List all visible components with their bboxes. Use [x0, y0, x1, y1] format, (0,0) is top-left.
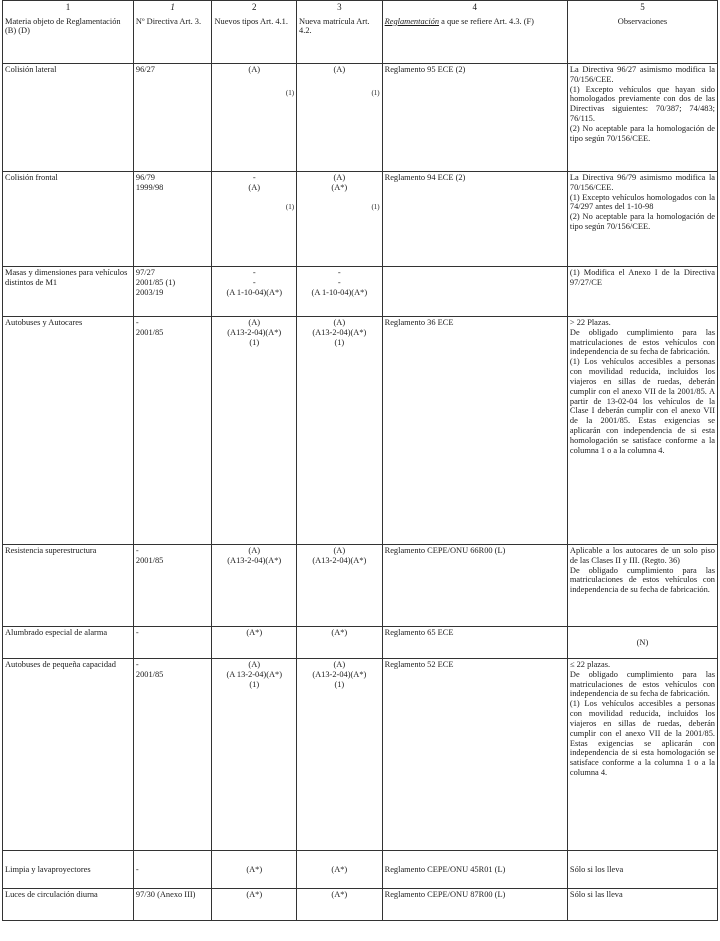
directiva-value: 2003/19	[135, 287, 164, 297]
directiva-cell	[133, 889, 212, 921]
observaciones-cell	[567, 889, 717, 921]
obs-line: De obligado cumplimiento para las matriculaciones de estos vehículos con independencia de su fecha de fabricación.	[569, 565, 715, 595]
materia-cell: Luces de circulación diurna	[3, 889, 134, 921]
obs-line: De obligado cumplimiento para las matriculaciones de estos vehículos con independencia de su fecha de fabricación.	[569, 669, 715, 699]
matricula-value: (A*)	[331, 864, 348, 874]
nuevos-value: (A)	[248, 65, 261, 74]
matricula-value: (A)	[333, 546, 346, 555]
obs-line: (1) Los vehículos accesibles a personas con movilidad reducida, incluidos los viajeros en sillas de ruedas, deberán cumplir con el anexo VII de la 2001/85. A partir de 13-02-04 los vehículos de la Clase I deberán cumplir con el anexo VII de la 2001/85. Estas exigencias se aplicarán con independencia de si esta homologación se satisface conforme a la columna 1 o a la columna 4.	[569, 357, 715, 455]
nuevos-cell	[212, 545, 297, 627]
nuevos-value: (A)	[248, 660, 261, 669]
directiva-cell	[133, 317, 212, 545]
col-number: 4	[472, 2, 478, 12]
matricula-cell	[297, 317, 383, 545]
header-col-matricula	[297, 1, 383, 64]
matricula-value: (A13-2-04)(A*)	[312, 555, 367, 565]
nuevos-value: (A13-2-04)(A*)	[227, 327, 282, 337]
matricula-value: (A)	[333, 173, 346, 182]
nuevos-cell	[212, 64, 297, 172]
table-row	[3, 545, 718, 627]
footnote-ref: (1)	[249, 337, 260, 347]
nuevos-cell	[212, 317, 297, 545]
footnote-ref: (1)	[371, 88, 380, 97]
nuevos-value: (A*)	[246, 890, 263, 899]
reglamento-cell: Reglamento CEPE/ONU 45R01 (L)	[382, 851, 567, 889]
footnote-ref: (1)	[285, 202, 295, 211]
directiva-value: -	[135, 628, 139, 637]
table-row	[3, 172, 718, 267]
table-row	[3, 889, 718, 921]
header-col-materia	[3, 1, 134, 64]
observaciones-cell	[567, 545, 717, 627]
matricula-value: -	[337, 277, 341, 287]
header-col-reglamentacion	[382, 1, 567, 64]
reglamento-cell: Reglamento 65 ECE	[382, 627, 567, 659]
nuevos-value: (A13-2-04)(A*)	[227, 555, 282, 565]
materia-cell: Alumbrado especial de alarma	[3, 627, 134, 659]
matricula-value: (A13-2-04)(A*)	[312, 327, 367, 337]
directiva-value: 2001/85	[135, 327, 164, 337]
matricula-cell	[297, 267, 383, 317]
obs-line: (1) Los vehículos accesibles a personas con movilidad reducida, incluidos los viajeros en sillas de ruedas, deberán cumplir con el anexo VII de la 2001/85. Estas exigencias se aplicarán con independencia de si esta homologación se satisface conforme a la columna 1 o a la columna 4.	[569, 699, 715, 778]
nuevos-value: -	[252, 173, 256, 182]
header-label: Nuevos tipos Art. 4.1.	[214, 16, 288, 26]
nuevos-value: (A)	[248, 546, 261, 555]
nuevos-cell	[212, 659, 297, 851]
matricula-value: (A 1-10-04)(A*)	[311, 287, 368, 297]
directiva-value: -	[135, 660, 139, 669]
obs-line: > 22 Plazas.	[569, 318, 611, 327]
materia-cell: Limpia y lavaproyectores	[3, 851, 134, 889]
matricula-value: (A)	[333, 318, 346, 327]
directiva-cell	[133, 851, 212, 889]
directiva-cell	[133, 64, 212, 172]
observaciones-cell	[567, 172, 717, 267]
obs-line: De obligado cumplimiento para las matriculaciones de estos vehículos con independencia de su fecha de fabricación.	[569, 327, 715, 357]
header-label: Nueva matrícula Art. 4.2.	[299, 16, 370, 36]
reglamento-cell: Reglamento 52 ECE	[382, 659, 567, 851]
directiva-value: 96/27	[135, 65, 155, 74]
observaciones-cell	[567, 659, 717, 851]
obs-line: La Directiva 96/79 asimismo modifica la 70/156/CEE.	[569, 173, 715, 192]
obs-line: (2) No aceptable para la homologación de tipo según 70/156/CEE.	[569, 123, 715, 143]
directiva-value: -	[135, 864, 139, 874]
matricula-value: (A*)	[331, 628, 348, 637]
col-number: 1	[65, 2, 71, 12]
nuevos-value: (A 1-10-04)(A*)	[226, 287, 283, 297]
directiva-cell	[133, 659, 212, 851]
directiva-cell	[133, 172, 212, 267]
reglamento-cell: Reglamento CEPE/ONU 87R00 (L)	[382, 889, 567, 921]
observaciones-cell	[567, 64, 717, 172]
obs-line: (1) Excepto vehículos homologados con la 74/297 antes del 1-10-98	[569, 192, 715, 212]
header-col-directiva	[133, 1, 212, 64]
directiva-value: -	[135, 318, 139, 327]
col-number: 5	[640, 2, 645, 12]
nuevos-value: (A)	[248, 182, 261, 192]
header-label: Observaciones	[617, 16, 668, 26]
obs-line: Sólo si las lleva	[569, 890, 623, 899]
observaciones-cell	[567, 851, 717, 889]
nuevos-value: -	[252, 277, 256, 287]
matricula-cell	[297, 889, 383, 921]
directiva-value: 2001/85	[135, 555, 164, 565]
nuevos-value: (A 13-2-04)(A*)	[226, 669, 283, 679]
directiva-value: 2001/85	[135, 669, 164, 679]
matricula-value: (A13-2-04)(A*)	[312, 669, 367, 679]
nuevos-cell	[212, 889, 297, 921]
table-row	[3, 659, 718, 851]
nuevos-cell	[212, 627, 297, 659]
reglamento-cell: Reglamento 36 ECE	[382, 317, 567, 545]
matricula-value: (A*)	[331, 890, 348, 899]
directiva-value: 97/27	[135, 268, 155, 277]
directiva-cell	[133, 267, 212, 317]
nuevos-value: (A*)	[246, 864, 263, 874]
matricula-cell	[297, 64, 383, 172]
header-label: Nº Directiva Art. 3.	[135, 16, 202, 26]
obs-line: La Directiva 96/27 asimismo modifica la 70/156/CEE.	[569, 65, 715, 84]
nuevos-value: -	[252, 268, 256, 277]
matricula-cell	[297, 172, 383, 267]
header-label: a que se refiere Art. 4.3. (F)	[439, 16, 534, 26]
matricula-value: -	[337, 268, 341, 277]
matricula-cell	[297, 851, 383, 889]
directiva-value: 2001/85 (1)	[135, 277, 176, 287]
reglamento-cell	[382, 267, 567, 317]
reglamento-cell: Reglamento 95 ECE (2)	[382, 64, 567, 172]
directiva-value: 97/30 (Anexo III)	[135, 890, 196, 899]
header-col-nuevos	[212, 1, 297, 64]
directiva-cell	[133, 545, 212, 627]
observaciones-cell	[567, 267, 717, 317]
footnote-ref: (1)	[371, 202, 380, 211]
reglamento-cell: Reglamento 94 ECE (2)	[382, 172, 567, 267]
obs-line: (1) Modifica el Anexo I de la Directiva 97/27/CE	[569, 268, 715, 287]
table-row	[3, 317, 718, 545]
table-row	[3, 64, 718, 172]
table-header-row	[3, 1, 718, 64]
directiva-value: 96/79	[135, 173, 155, 182]
col-number: 3	[337, 2, 342, 12]
materia-cell: Masas y dimensiones para vehículos distintos de M1	[3, 267, 134, 317]
table-row	[3, 851, 718, 889]
footnote-ref: (1)	[249, 679, 260, 689]
footnote-ref: (1)	[285, 88, 295, 97]
nuevos-value: (A*)	[246, 628, 263, 637]
obs-line: (2) No aceptable para la homologación de tipo según 70/156/CEE.	[569, 212, 715, 232]
obs-line: (1) Excepto vehículos que hayan sido homologados previamente con dos de las Directivas siguientes: 70/387; 74/483; 76/115.	[569, 84, 715, 124]
nuevos-cell	[212, 172, 297, 267]
footnote-ref: (1)	[334, 679, 345, 689]
nuevos-cell	[212, 267, 297, 317]
reglamento-cell: Reglamento CEPE/ONU 66R00 (L)	[382, 545, 567, 627]
materia-cell: Autobuses y Autocares	[3, 317, 134, 545]
header-label-italic: Reglamentación	[384, 16, 440, 26]
materia-cell: Resistencia superestructura	[3, 545, 134, 627]
col-number: 2	[251, 2, 257, 12]
col-number: 1	[170, 2, 175, 12]
materia-cell: Autobuses de pequeña capacidad	[3, 659, 134, 851]
obs-line: (N)	[636, 637, 649, 647]
matricula-value: (A)	[333, 65, 346, 74]
matricula-value: (A*)	[331, 182, 348, 192]
regulation-table	[2, 0, 718, 921]
matricula-cell	[297, 627, 383, 659]
matricula-cell	[297, 545, 383, 627]
nuevos-value: (A)	[248, 318, 261, 327]
matricula-value: (A)	[333, 660, 346, 669]
directiva-cell	[133, 627, 212, 659]
observaciones-cell	[567, 627, 717, 659]
directiva-value: 1999/98	[135, 182, 164, 192]
header-label: Materia objeto de Reglamentación (B) (D)	[5, 16, 121, 36]
observaciones-cell	[567, 317, 717, 545]
obs-line: Sólo si los lleva	[569, 864, 624, 874]
table-row	[3, 627, 718, 659]
directiva-value: -	[135, 546, 139, 555]
footnote-ref: (1)	[334, 337, 345, 347]
materia-cell: Colisión frontal	[3, 172, 134, 267]
obs-line: Aplicable a los autocares de un solo piso de las Clases II y III. (Regto. 36)	[569, 546, 715, 565]
materia-cell: Colisión lateral	[3, 64, 134, 172]
obs-line: ≤ 22 plazas.	[569, 660, 611, 669]
matricula-cell	[297, 659, 383, 851]
table-row	[3, 267, 718, 317]
nuevos-cell	[212, 851, 297, 889]
header-col-observaciones	[567, 1, 717, 64]
